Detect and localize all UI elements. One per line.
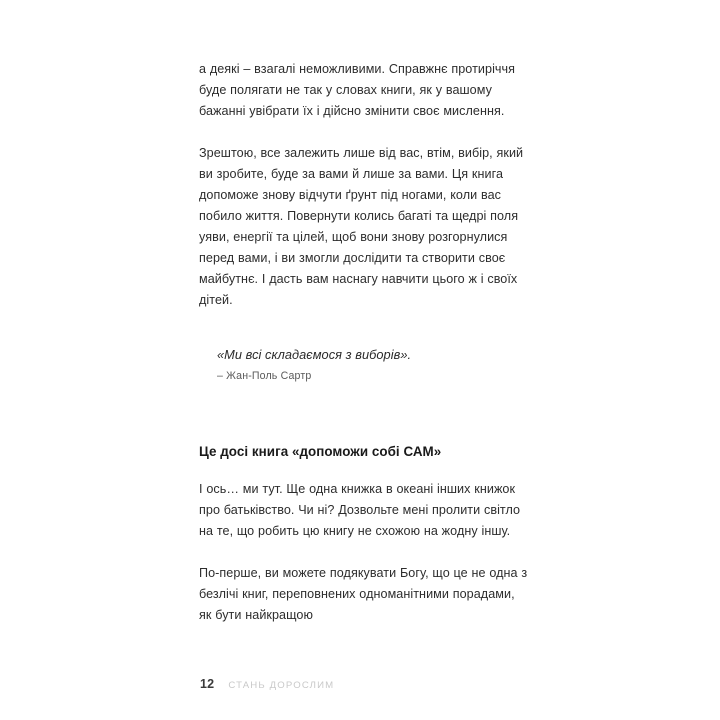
footer-book-title: СТАНЬ ДОРОСЛИМ	[228, 680, 335, 691]
quote-attribution: – Жан-Поль Сартр	[217, 370, 312, 382]
pull-quote	[199, 344, 529, 386]
section-heading: Це досі книга «допоможи собі САМ»	[199, 444, 442, 459]
body-paragraph: І ось… ми тут. Ще одна книжка в океані інших книжок про батьківство. Чи ні? Дозвольте мені пролити світло на те, що робить цю книгу не схожою на жодну іншу.	[199, 482, 521, 538]
text-column	[199, 59, 529, 626]
body-paragraph: По-перше, ви можете подякувати Богу, що це не одна з безлічі книг, переповнених одноманітними порадами, як бути найкращою	[199, 566, 528, 622]
body-paragraph: Зрештою, все залежить лише від вас, втім, вибір, який ви зробите, буде за вами й лише за вами. Ця книга допоможе знову відчути ґрунт під ногами, коли вас побило життя. Повернути колись багаті та щедрі поля уяви, енергії та цілей, щоб вони знову розгорнулися перед вами, і ви змогли дослідити та створити своє майбутнє. І дасть вам наснагу навчити цього ж і своїх дітей.	[199, 146, 524, 307]
body-paragraph: а деякі – взагалі неможливими. Справжнє протиріччя буде полягати не так у словах книги, як у вашому бажанні увібрати їх і дійсно змінити своє мислення.	[199, 62, 516, 118]
footer-page-number: 12	[200, 677, 215, 691]
page-footer	[200, 677, 334, 691]
quote-text: «Ми всі складаємося з виборів».	[217, 347, 412, 362]
